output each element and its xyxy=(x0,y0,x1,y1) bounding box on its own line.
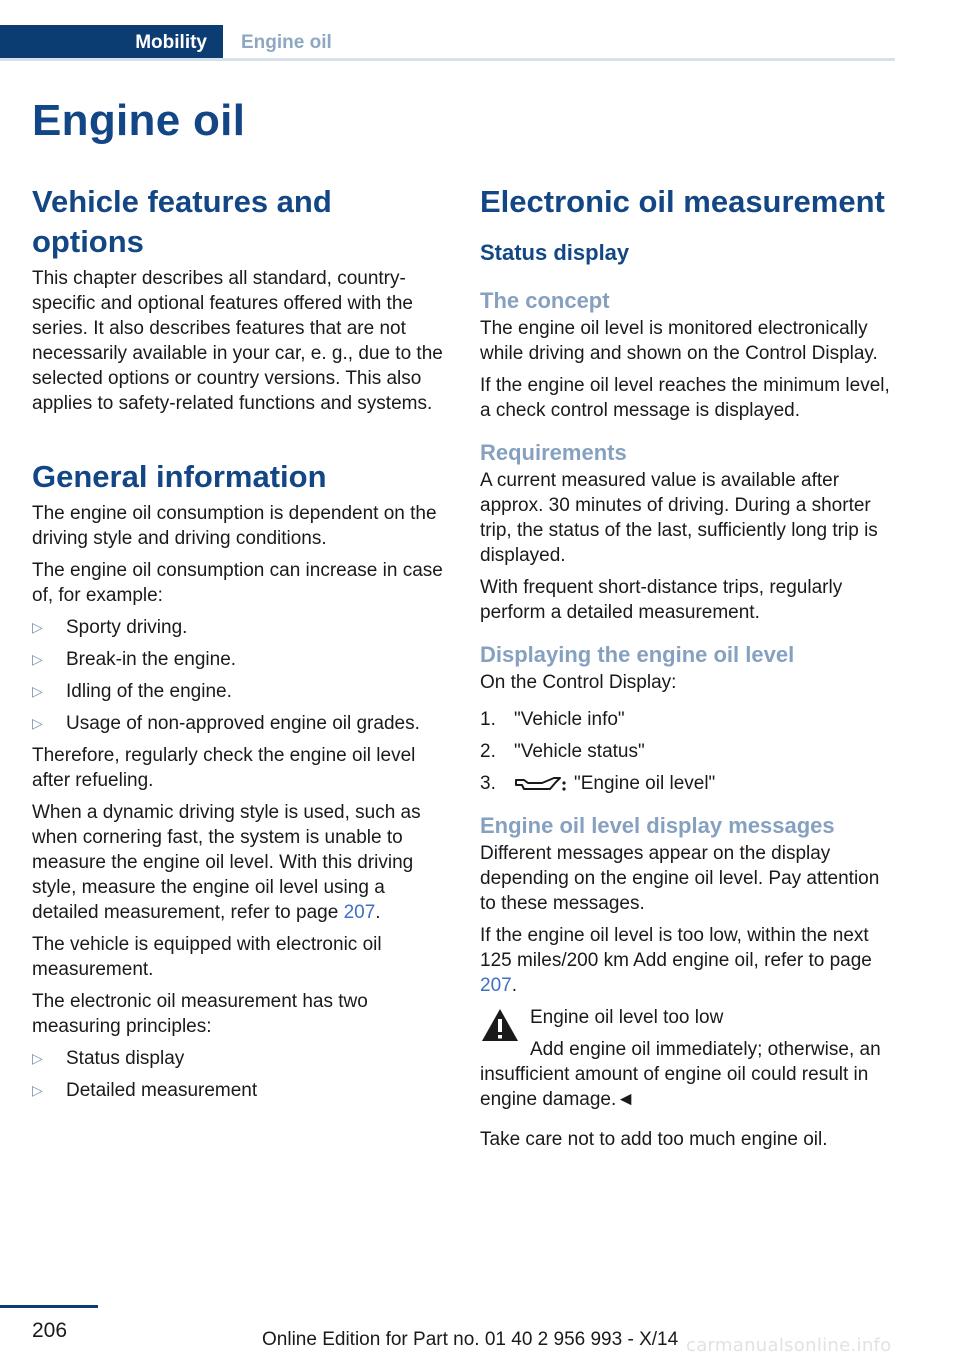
list-item: 2. "Vehicle status" xyxy=(480,741,645,762)
concept-paragraph-2: If the engine oil level reaches the minimum level, a check control message is displayed. xyxy=(480,375,890,421)
status-display-heading: Status display xyxy=(480,240,630,265)
header-tabs xyxy=(0,25,895,61)
footer xyxy=(0,1305,960,1362)
general-information-heading: General information xyxy=(32,459,327,494)
triangle-bullet-icon: ▷ xyxy=(32,715,43,731)
list-item: 1. "Vehicle info" xyxy=(480,709,625,730)
warning-title: Engine oil level too low xyxy=(530,1007,724,1028)
steps-list xyxy=(480,707,900,796)
oil-can-icon xyxy=(514,774,568,794)
concept-paragraph-1: The engine oil level is monitored electronically while driving and shown on the Control Display. xyxy=(480,318,878,364)
displaying-oil-level-heading: Displaying the engine oil level xyxy=(480,642,795,667)
principles-bullet-list xyxy=(32,1046,450,1103)
requirements-paragraph-2: With frequent short-distance trips, regularly perform a detailed measurement. xyxy=(480,577,843,623)
list-item: ▷ Sporty driving. xyxy=(32,617,188,638)
general-info-paragraph-1: The engine oil consumption is dependent on the driving style and driving conditions. xyxy=(32,503,437,549)
header-rule xyxy=(0,58,895,61)
concept-heading: The concept xyxy=(480,288,610,313)
edition-text: Online Edition for Part no. 01 40 2 956 993 - X/14 xyxy=(262,1329,679,1350)
list-item: ▷ Usage of non-approved engine oil grades. xyxy=(32,713,420,734)
warning-triangle-icon xyxy=(480,1007,520,1043)
warning-text: Add engine oil immediately; otherwise, an insufficient amount of engine oil could result in engine damage.◄ xyxy=(480,1039,881,1110)
watermark: carmanualsonline.info xyxy=(686,1335,892,1356)
consumption-bullet-list xyxy=(32,615,450,736)
list-item: ▷ Break-in the engine. xyxy=(32,649,237,670)
control-display-intro: On the Control Display: xyxy=(480,672,677,693)
page-title: Engine oil xyxy=(32,96,246,145)
general-info-paragraph-6: The electronic oil measurement has two measuring principles: xyxy=(32,991,368,1037)
page-link-207[interactable]: 207 xyxy=(343,902,376,923)
tab-mobility[interactable]: Mobility xyxy=(0,25,223,61)
list-item: ▷ Idling of the engine. xyxy=(32,681,232,702)
general-info-paragraph-3: Therefore, regularly check the engine oil level after refueling. xyxy=(32,745,416,791)
vehicle-features-heading: Vehicle features and options xyxy=(32,184,332,259)
triangle-bullet-icon: ▷ xyxy=(32,1082,43,1098)
requirements-paragraph-1: A current measured value is available after approx. 30 minutes of driving. During a shorter trip, the status of the last, sufficiently long trip is displayed. xyxy=(480,470,878,566)
left-column xyxy=(32,182,450,1110)
list-item: ▷ Detailed measurement xyxy=(32,1080,258,1101)
warning-box xyxy=(480,1005,900,1112)
messages-paragraph-1: Different messages appear on the display depending on the engine oil level. Pay attention to these messages. xyxy=(480,843,880,914)
general-info-paragraph-2: The engine oil consumption can increase in case of, for example: xyxy=(32,560,443,606)
triangle-bullet-icon: ▷ xyxy=(32,1050,43,1066)
vehicle-features-text: This chapter describes all standard, country-specific and optional features offered with the series. It also describes features that are not necessarily available in your car, e. g., due to the selected options or country versions. This also applies to safety-related functions and systems. xyxy=(32,268,443,414)
triangle-bullet-icon: ▷ xyxy=(32,619,43,635)
list-item: 3. "Engine oil level" xyxy=(480,773,716,794)
triangle-bullet-icon: ▷ xyxy=(32,651,43,667)
page-number: 206 xyxy=(32,1319,68,1342)
general-info-paragraph-4: When a dynamic driving style is used, such as when cornering fast, the system is unable to measure the engine oil level. With this driving style, measure the engine oil level using a detailed measurement, refer to page 207. xyxy=(32,802,421,923)
electronic-oil-measurement-heading: Electronic oil measurement xyxy=(480,184,885,219)
requirements-heading: Requirements xyxy=(480,440,627,465)
final-paragraph: Take care not to add too much engine oil. xyxy=(480,1129,828,1150)
page-link-207[interactable]: 207 xyxy=(480,975,512,996)
right-column xyxy=(480,182,900,1159)
messages-paragraph-2: If the engine oil level is too low, within the next 125 miles/200 km Add engine oil, refer to page 207. xyxy=(480,925,872,996)
display-messages-heading: Engine oil level display messages xyxy=(480,813,835,838)
triangle-bullet-icon: ▷ xyxy=(32,683,43,699)
tab-engine-oil[interactable]: Engine oil xyxy=(241,32,332,53)
general-info-paragraph-5: The vehicle is equipped with electronic oil measurement. xyxy=(32,934,382,980)
list-item: ▷ Status display xyxy=(32,1048,185,1069)
footer-bar xyxy=(0,1305,98,1308)
